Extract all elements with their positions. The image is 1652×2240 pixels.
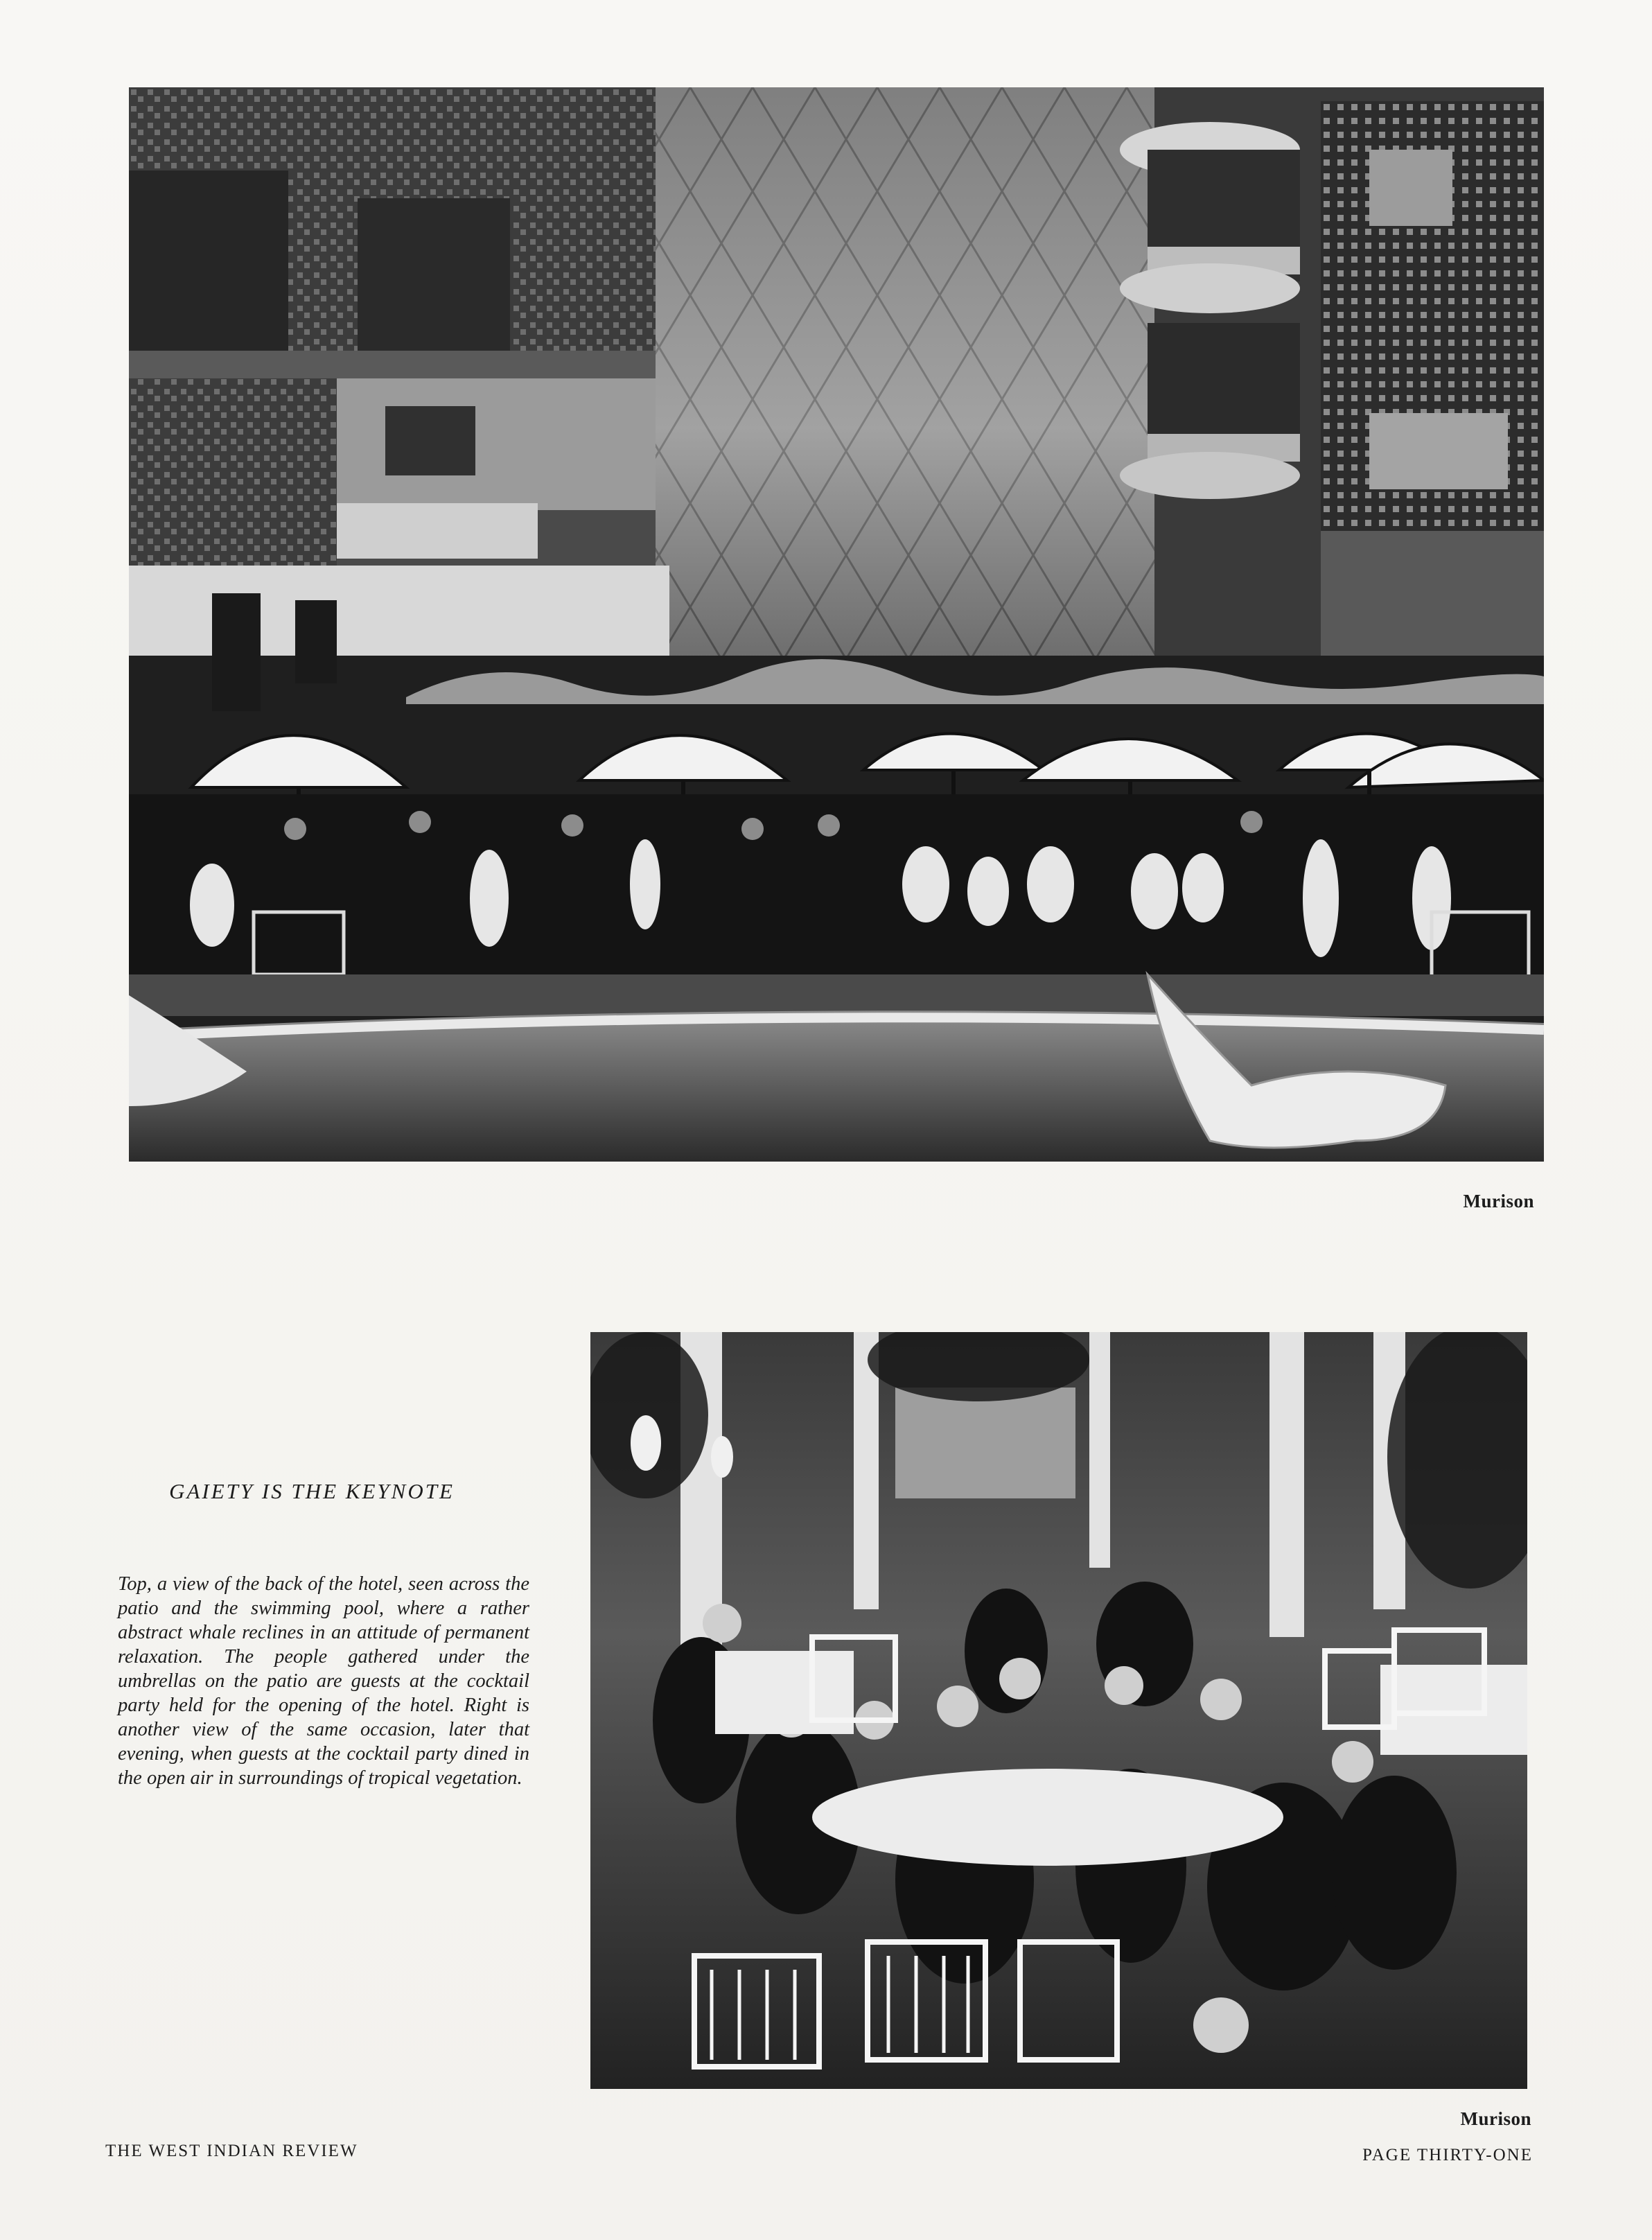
dinner-party-photo <box>590 1332 1527 2089</box>
bottom-photo-credit: Murison <box>1460 2108 1531 2129</box>
top-photo-credit: Murison <box>1463 1191 1534 1211</box>
caption-title: GAIETY IS THE KEYNOTE <box>169 1479 455 1503</box>
caption-body: Top, a view of the back of the hotel, seen across the patio and the swimming pool, where a rather abstract whale reclines in an attitude of permanent relaxation. The people gathered under the umbrellas on the patio are guests at the cocktail party held for the opening of the hotel. Right is another view of the same occasion, later that evening, when guests at the cocktail party dined in the open air in surroundings of tropical vegetation. <box>118 1573 529 1789</box>
publication-name: THE WEST INDIAN REVIEW <box>105 2142 358 2160</box>
page-number: PAGE THIRTY-ONE <box>1362 2146 1533 2164</box>
hotel-patio-photo <box>129 87 1544 1162</box>
